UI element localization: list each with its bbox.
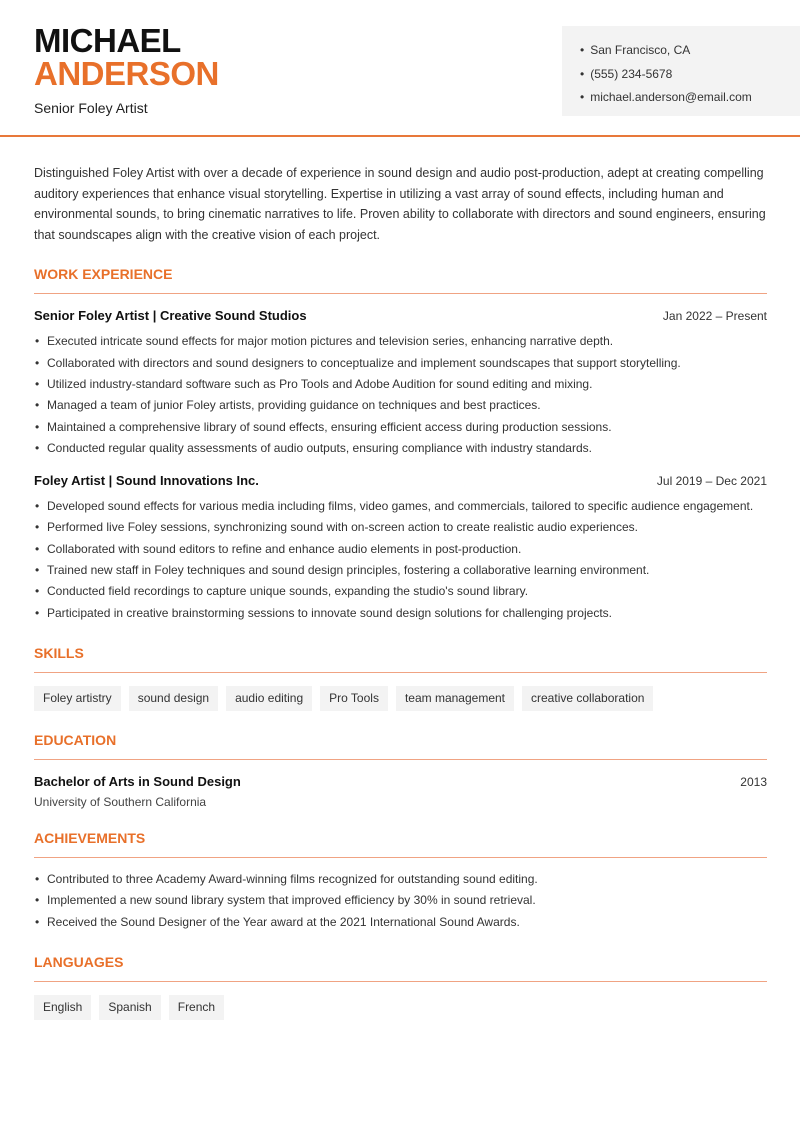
last-name: ANDERSON [34, 55, 219, 92]
job-entry [34, 472, 767, 624]
degree: Bachelor of Arts in Sound Design [34, 773, 241, 789]
language-tag: English [34, 995, 91, 1020]
job-bullets [34, 331, 767, 459]
section-heading: ACHIEVEMENTS [34, 829, 767, 858]
list-item: • Trained new staff in Foley techniques and sound design principles, fostering a collaborative learning environment. [34, 560, 767, 581]
list-item: • Collaborated with directors and sound designers to conceptualize and implement soundscapes that support storytelling. [34, 353, 767, 374]
job-bullets [34, 496, 767, 624]
list-item: • Conducted regular quality assessments of audio outputs, ensuring compliance with industry standards. [34, 438, 767, 459]
skill-tag: creative collaboration [522, 686, 653, 711]
resume-header [0, 0, 800, 137]
graduation-year: 2013 [740, 774, 767, 789]
list-item: • Participated in creative brainstorming sessions to innovate sound design solutions for challenging projects. [34, 603, 767, 624]
list-item: • Managed a team of junior Foley artists, providing guidance on techniques and best practices. [34, 395, 767, 416]
first-name: MICHAEL [34, 22, 181, 59]
job-header [34, 307, 767, 325]
list-item: • Received the Sound Designer of the Year award at the 2021 International Sound Awards. [34, 912, 767, 933]
list-item: • Performed live Foley sessions, synchronizing sound with on-screen action to create realistic audio experiences. [34, 517, 767, 538]
language-tag: French [169, 995, 224, 1020]
job-role: Senior Foley Artist | Creative Sound Studios [34, 308, 307, 324]
section-heading: SKILLS [34, 644, 767, 673]
list-item: • Collaborated with sound editors to refine and enhance audio elements in post-production. [34, 539, 767, 560]
job-dates: Jul 2019 – Dec 2021 [656, 474, 767, 489]
job-dates: Jan 2022 – Present [662, 309, 767, 324]
skills-section [34, 644, 767, 711]
skill-tag: audio editing [226, 686, 312, 711]
list-item: • Developed sound effects for various media including films, video games, and commercials, tailored to specific audience engagement. [34, 496, 767, 517]
list-item: • Maintained a comprehensive library of sound effects, ensuring efficient access during production sessions. [34, 417, 767, 438]
job-header [34, 472, 767, 490]
work-section [34, 265, 767, 624]
education-section [34, 731, 767, 809]
list-item: • Executed intricate sound effects for major motion pictures and television series, enhancing narrative depth. [34, 331, 767, 352]
job-entry [34, 307, 767, 459]
job-role: Foley Artist | Sound Innovations Inc. [34, 473, 259, 489]
contact-phone: • (555) 234-5678 [580, 63, 800, 87]
list-item: • Implemented a new sound library system that improved efficiency by 30% in sound retrieval. [34, 890, 767, 911]
job-title: Senior Foley Artist [34, 100, 148, 116]
languages-section [34, 953, 767, 1020]
section-heading: LANGUAGES [34, 953, 767, 982]
list-item: • Contributed to three Academy Award-winning films recognized for outstanding sound editing. [34, 869, 767, 890]
list-item: • Utilized industry-standard software such as Pro Tools and Adobe Audition for sound editing and mixing. [34, 374, 767, 395]
contact-box [562, 26, 800, 116]
skill-tag: sound design [129, 686, 218, 711]
skill-tag: team management [396, 686, 514, 711]
language-tag: Spanish [99, 995, 160, 1020]
list-item: • Conducted field recordings to capture unique sounds, expanding the studio's sound library. [34, 581, 767, 602]
skill-tag: Pro Tools [320, 686, 388, 711]
contact-email[interactable]: • michael.anderson@email.com [580, 86, 800, 110]
achievements-section [34, 829, 767, 933]
contact-location: • San Francisco, CA [580, 39, 800, 63]
section-heading: WORK EXPERIENCE [34, 265, 767, 294]
school: University of Southern California [34, 794, 207, 809]
section-heading: EDUCATION [34, 731, 767, 760]
skill-tag: Foley artistry [34, 686, 121, 711]
summary: Distinguished Foley Artist with over a decade of experience in sound design and audio post-production, adept at creating compelling auditory experiences that enhance visual storytelling. Expertise in utilizing a vast array of sound effects, including human and environmental sounds, to bring cinematic narratives to life. Proven ability to collaborate with directors and sound engineers, ensuring that soundscapes align with the creative vision of each project. [34, 166, 766, 242]
